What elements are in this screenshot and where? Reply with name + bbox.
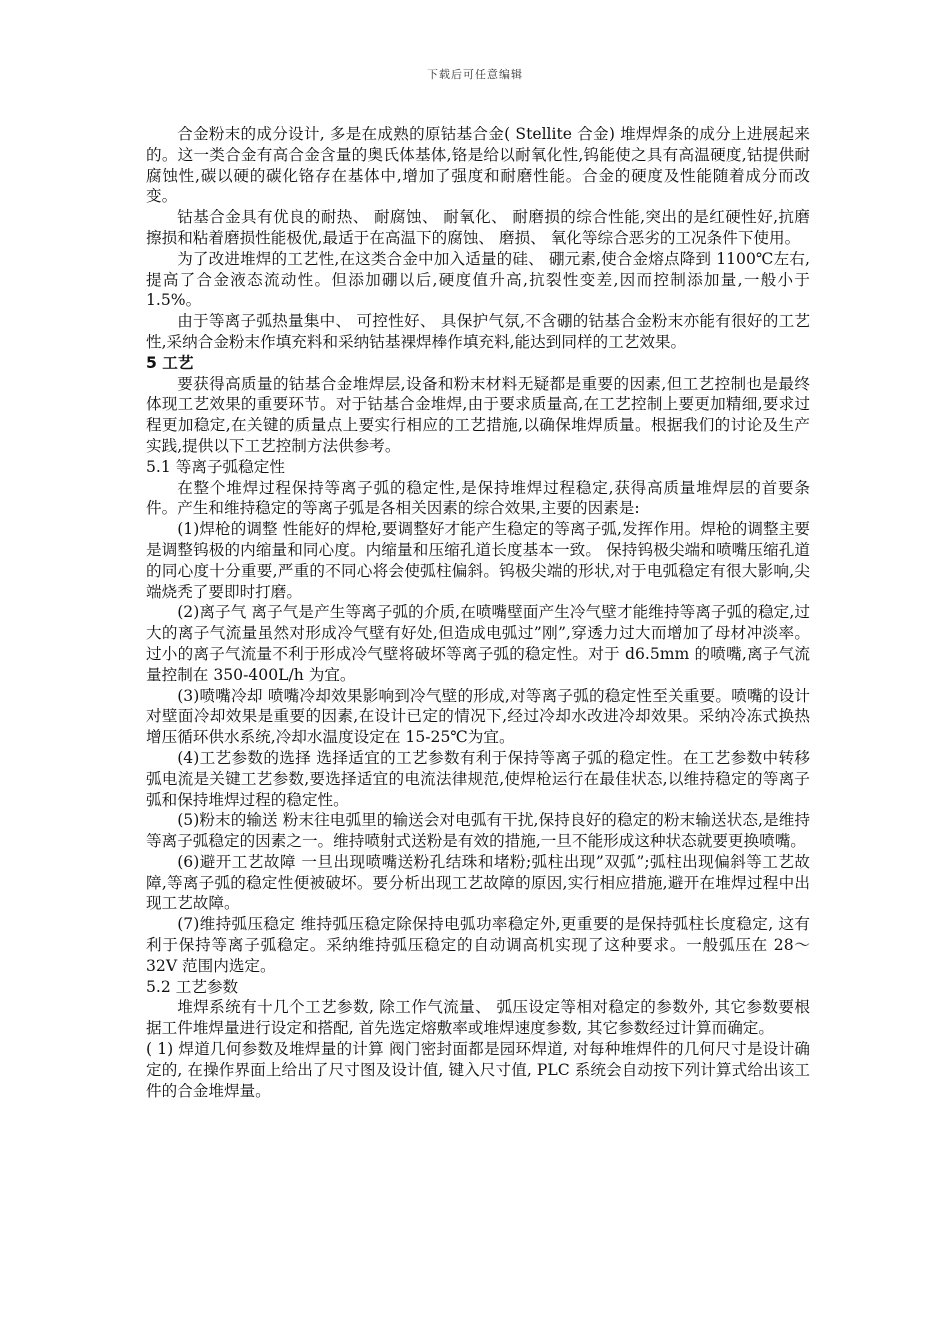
section-heading: 5.2 工艺参数: [146, 977, 239, 996]
paragraph: 由于等离子弧热量集中、 可控性好、 具保护气氛,不含硼的钴基合金粉末亦能有很好的工艺性,采纳合金粉末作填充料和采纳钴基裸焊棒作填充料,能达到同样的工艺效果。: [146, 312, 810, 351]
document-body: [146, 124, 810, 1101]
section-heading: 5.1 等离子弧稳定性: [146, 457, 285, 476]
paragraph: 在整个堆焊过程保持等离子弧的稳定性,是保持堆焊过程稳定,获得高质量堆焊层的首要条件。产生和维持稳定的等离子弧是各相关因素的综合效果,主要的因素是:: [146, 478, 810, 518]
paragraph: 钴基合金具有优良的耐热、 耐腐蚀、 耐氧化、 耐磨损的综合性能,突出的是红硬性好,抗磨擦损和粘着磨损性能极优,最适于在高温下的腐蚀、 磨损、 氧化等综合恶劣的工况条件下使用。: [146, 208, 810, 247]
paragraph: (3)喷嘴冷却 喷嘴冷却效果影响到冷气壁的形成,对等离子弧的稳定性至关重要。喷嘴的设计对壁面冷却效果是重要的因素,在设计已定的情况下,经过冷却水改进冷却效果。采纳冷冻式换热增压循环供水系统,冷却水温度设定在 15-25℃为宜。: [146, 686, 810, 747]
paragraph: (2)离子气 离子气是产生等离子弧的介质,在喷嘴壁面产生冷气壁才能维持等离子弧的稳定,过大的离子气流量虽然对形成冷气壁有好处,但造成电弧过”刚”,穿透力过大而增加了母材冲淡率。过小的离子气流量不利于形成冷气壁将破坏等离子弧的稳定性。对于 d6.5mm 的喷嘴,离子气流量控制在 350-400L/h 为宜。: [146, 603, 810, 684]
paragraph: (6)避开工艺故障 一旦出现喷嘴送粉孔结珠和堵粉;弧柱出现”双弧”;弧柱出现偏斜等工艺故障,等离子弧的稳定性便被破坏。要分析出现工艺故障的原因,实行相应措施,避开在堆焊过程中出现工艺故障。: [146, 852, 810, 913]
paragraph: 要获得高质量的钴基合金堆焊层,设备和粉末材料无疑都是重要的因素,但工艺控制也是最终体现工艺效果的重要环节。对于钴基合金堆焊,由于要求质量高,在工艺控制上要更加精细,要求过程更加稳定,在关键的质量点上要实行相应的工艺措施,以确保堆焊质量。根据我们的讨论及生产实践,提供以下工艺控制方法供参考。: [146, 374, 810, 455]
paragraph: (7)维持弧压稳定 维持弧压稳定除保持电弧功率稳定外,更重要的是保持弧柱长度稳定, 这有利于保持等离子弧稳定。采纳维持弧压稳定的自动调高机实现了这种要求。一般弧压在 28～32V 范围内选定。: [146, 915, 810, 975]
paragraph: (1)焊枪的调整 性能好的焊枪,要调整好才能产生稳定的等离子弧,发挥作用。焊枪的调整主要是调整钨极的内缩量和同心度。内缩量和压缩孔道长度基本一致。 保持钨极尖端和喷嘴压缩孔道的同心度十分重要,严重的不同心将会使弧柱偏斜。钨极尖端的形状,对于电弧稳定有很大影响,尖端烧秃了要即时打磨。: [146, 520, 810, 601]
paragraph: 为了改进堆焊的工艺性,在这类合金中加入适量的硅、 硼元素,使合金熔点降到 1100℃左右,提高了合金液态流动性。但添加硼以后,硬度值升高,抗裂性变差,因而控制添加量,一般小于 1.5%。: [146, 249, 810, 310]
section-heading: 5 工艺: [146, 353, 194, 372]
paragraph: (4)工艺参数的选择 选择适宜的工艺参数有利于保持等离子弧的稳定性。在工艺参数中转移弧电流是关键工艺参数,要选择适宜的电流法律规范,使焊枪运行在最佳状态,以维持稳定的等离子弧和保持堆焊过程的稳定性。: [146, 748, 810, 809]
paragraph: 合金粉末的成分设计, 多是在成熟的原钴基合金( Stellite 合金) 堆焊焊条的成分上进展起来的。这一类合金有高合金含量的奥氏体基体,铬是给以耐氧化性,钨能使之具有高温硬度,钴提供耐腐蚀性,碳以硬的碳化铬存在基体中,增加了强度和耐磨性能。合金的硬度及性能随着成分而改变。: [146, 125, 810, 206]
paragraph: (5)粉末的输送 粉末往电弧里的输送会对电弧有干扰,保持良好的稳定的粉末输送状态,是维持等离子弧稳定的因素之一。维持喷射式送粉是有效的措施,一旦不能形成这种状态就要更换喷嘴。: [146, 811, 810, 851]
paragraph: 堆焊系统有十几个工艺参数, 除工作气流量、 弧压设定等相对稳定的参数外, 其它参数要根据工件堆焊量进行设定和搭配, 首先选定熔敷率或堆焊速度参数, 其它参数经过计算而确定。: [146, 998, 810, 1038]
page-header: 下载后可任意编辑: [427, 68, 523, 81]
paragraph: ( 1) 焊道几何参数及堆焊量的计算 阀门密封面都是园环焊道, 对每种堆焊件的几何尺寸是设计确定的, 在操作界面上给出了尺寸图及设计值, 键入尺寸值, PLC 系统会自动按下列计算式给出该工件的合金堆焊量。: [146, 1040, 810, 1100]
